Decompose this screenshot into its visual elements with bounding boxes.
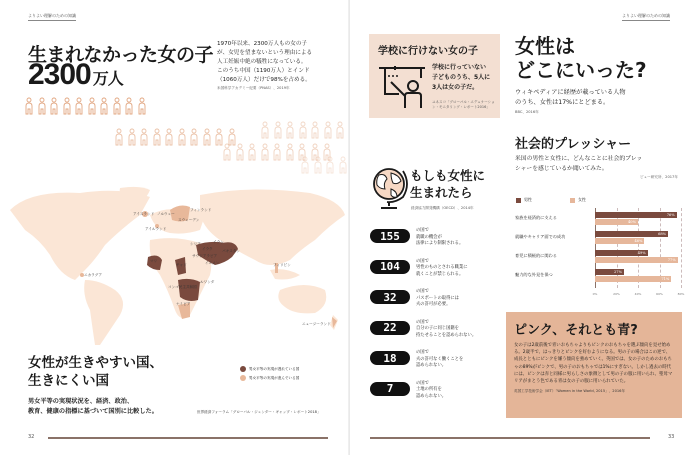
- stat-item: [370, 350, 486, 370]
- unborn-number: 2300: [28, 58, 91, 91]
- stat-line: 持たせることを認められない。: [416, 332, 477, 338]
- stat-line: 土地の所有を: [416, 387, 442, 392]
- map-label: ノルウェー: [157, 212, 175, 216]
- stat-number: 32: [370, 290, 410, 304]
- stat-number: 155: [370, 229, 410, 243]
- person-outline-icon: [164, 128, 174, 146]
- stat-text: [416, 381, 486, 401]
- stat-text: [416, 320, 486, 340]
- pink-blue-title: ピンク、それとも青?: [514, 323, 638, 338]
- bar-female: 71%: [595, 276, 671, 282]
- stat-number: 7: [370, 382, 410, 396]
- legend-label: 男女平等の実現が遅れている国: [249, 366, 300, 371]
- person-outline-icon: [222, 143, 232, 161]
- stat-number: 104: [370, 260, 410, 274]
- person-outline-icon: [37, 97, 47, 115]
- legend-dot-icon: [240, 366, 246, 372]
- stat-number: 18: [370, 351, 410, 365]
- map-label: フィリピン: [273, 263, 291, 267]
- stat-line: 夫の許可なく働くことを: [416, 356, 464, 362]
- unborn-girls-title: 生まれなかった女の子: [28, 44, 214, 66]
- footer-rule: [48, 437, 328, 439]
- legend-label: 男女平等の実現が進んでいる国: [249, 375, 300, 380]
- footer-rule: [370, 437, 650, 439]
- map-label: イラン: [213, 240, 224, 244]
- world-map-graphic: [0, 185, 350, 345]
- body-line: のうち、女性は17%にとどまる。: [515, 99, 610, 106]
- legend-item-behind: [240, 366, 299, 372]
- map-label: アイスランド: [133, 212, 155, 216]
- stat-line: 就くことが禁じられる。: [416, 271, 464, 277]
- stat-item: [370, 289, 486, 309]
- teacher-board-icon: [377, 64, 429, 110]
- person-outline-icon: [325, 156, 335, 174]
- bar-male: 49%: [595, 250, 648, 256]
- stat-line: 法律により制限される。: [416, 241, 464, 246]
- person-outline-icon: [152, 128, 162, 146]
- map-label: フィンランド: [190, 208, 212, 212]
- person-outline-icon: [285, 121, 295, 139]
- legend-swatch-icon: [516, 198, 521, 203]
- map-label: ルワンダ: [200, 280, 215, 284]
- body-line: 米国の男性と女性に、どんなことに社会的プレッ: [515, 156, 643, 162]
- stat-line: パスポートの取得には: [416, 295, 459, 301]
- person-outline-icon: [273, 121, 283, 139]
- running-head: よりよい理解のための知識: [28, 13, 76, 21]
- pressure-source: ピュー研究所、2017年: [640, 175, 678, 179]
- stat-line: の国で: [416, 289, 429, 294]
- body-line: 子どものうち、5人に: [432, 74, 491, 81]
- pressure-title: 社会的プレッシャー: [515, 137, 632, 152]
- stat-line: 就職の機会が: [416, 234, 442, 240]
- legend-item-advanced: [240, 375, 299, 381]
- person-outline-icon: [124, 97, 134, 115]
- stat-line: 認められない。: [416, 393, 447, 399]
- bar-male: 68%: [595, 231, 668, 237]
- body-line: （1060万人）だけで98%を占める。: [217, 77, 311, 83]
- legend-dot-icon: [240, 375, 246, 381]
- countries-desc: [28, 397, 158, 417]
- school-box: [369, 34, 500, 118]
- person-outline-icon: [298, 121, 308, 139]
- map-label: ナミビア: [176, 302, 191, 306]
- map-label: サウジアラビア: [192, 254, 218, 258]
- legend-label: 男性: [524, 197, 532, 202]
- map-label: チャド: [176, 263, 187, 267]
- body-line: このうち中国（1190万人）とインド: [217, 68, 310, 74]
- stat-item: [370, 259, 486, 279]
- category-label: 家族を経済的に支える: [515, 215, 557, 220]
- unborn-unit: 万人: [92, 69, 123, 88]
- x-tick-label: 20%: [613, 292, 620, 296]
- person-outline-icon: [177, 128, 187, 146]
- stat-line: の国で: [416, 380, 429, 386]
- category-label: 就職やキャリア面での成功: [515, 234, 566, 239]
- pressure-bar-chart: [515, 208, 685, 298]
- gridline: [681, 208, 682, 288]
- stat-number: 22: [370, 321, 410, 335]
- person-outline-icon: [272, 143, 282, 161]
- unborn-source: 米国科学アカデミー紀要（PNAS）、2019年: [217, 86, 290, 90]
- stat-line: 認められない。: [416, 363, 447, 368]
- stat-text: [416, 350, 486, 370]
- person-outline-icon: [335, 121, 345, 139]
- category-label: 育児に積極的に関わる: [515, 253, 557, 258]
- if-woman-source: 経済協力開発機構（OECD）、2014年: [411, 206, 474, 210]
- person-outline-icon: [285, 143, 295, 161]
- person-outline-icon: [247, 143, 257, 161]
- wiki-source: BBC、2016年: [515, 110, 539, 114]
- x-tick-label: 80%: [677, 292, 685, 296]
- body-line: ウィキペディアに経歴が載っている人物: [515, 89, 626, 96]
- bar-male: 27%: [595, 269, 624, 275]
- globe-icon: [369, 165, 409, 211]
- person-outline-icon: [137, 97, 147, 115]
- legend-label: 女性: [578, 197, 586, 202]
- map-label: イラク: [202, 247, 213, 251]
- map-label: コンゴ民主共和国: [168, 285, 197, 289]
- bar-female: 77%: [595, 257, 678, 263]
- stat-line: の国で: [416, 258, 429, 264]
- x-tick-label: 40%: [634, 292, 642, 296]
- stat-line: の国で: [416, 228, 429, 233]
- legend-item-female: [570, 197, 586, 203]
- person-outline-icon: [300, 156, 310, 174]
- map-label: イエメン: [205, 261, 220, 265]
- body-line: が、女児を望まないという理由による: [217, 50, 313, 56]
- map-label: アイルランド: [145, 227, 167, 231]
- stat-line: の国で: [416, 319, 429, 325]
- person-outline-icon: [127, 128, 137, 146]
- person-outline-icon: [62, 97, 72, 115]
- stat-text: [416, 228, 486, 248]
- title-line: 女性が生きやすい国、: [28, 355, 163, 371]
- if-woman-title: [410, 167, 485, 201]
- map-label: スウェーデン: [178, 218, 200, 222]
- x-tick-label: 60%: [656, 292, 663, 296]
- person-outline-icon: [49, 97, 59, 115]
- wiki-body: [515, 88, 626, 108]
- pink-blue-box: [506, 312, 682, 418]
- countries-source: 世界経済フォーラム「グローバル・ジェンダー・ギャップ・レポート2018」: [197, 410, 321, 414]
- stat-line: 夫の許可が必要。: [416, 302, 451, 307]
- chart-legend: [516, 197, 586, 203]
- person-outline-icon: [323, 121, 333, 139]
- bar-male: 76%: [595, 212, 677, 218]
- stat-item: [370, 228, 486, 248]
- page-number-left: 32: [28, 434, 35, 440]
- world-map: [0, 185, 350, 345]
- body-line: シャーを感じているか聞いてみた。: [515, 166, 608, 172]
- person-outline-icon: [235, 143, 245, 161]
- bar-female: 40%: [595, 219, 638, 225]
- x-tick-label: 0%: [592, 292, 598, 296]
- countries-title: [28, 354, 163, 390]
- person-outline-icon: [87, 97, 97, 115]
- stat-text: [416, 259, 486, 279]
- person-outline-icon: [310, 121, 320, 139]
- body-line: 人工妊娠中絶の犠牲になっている。: [217, 59, 307, 65]
- person-outline-icon: [139, 128, 149, 146]
- title-line: 生まれたら: [410, 185, 473, 200]
- body-line: 3人は女の子だ。: [432, 84, 479, 91]
- bar-female: 46%: [595, 238, 644, 244]
- map-label: ニュージーランド: [302, 322, 331, 326]
- stat-item: [370, 320, 486, 340]
- desc-line: 男女平等の実現状況を、経済、政治、: [28, 398, 134, 405]
- person-outline-icon: [260, 121, 270, 139]
- unborn-count: [28, 60, 123, 90]
- person-outline-icon: [112, 97, 122, 115]
- source-line: ユネスコ「グローバル・エデュケーショ: [432, 100, 495, 104]
- map-legend: [240, 366, 299, 384]
- school-source: [432, 100, 495, 110]
- map-label: ニカラグア: [84, 273, 102, 277]
- person-outline-icon: [99, 97, 109, 115]
- people-row: [114, 128, 237, 146]
- source-line: ン・モニタリング・レポート2016」: [432, 105, 490, 109]
- body-line: 1970年以来、2300万人もの女の子: [217, 41, 308, 47]
- person-outline-icon: [74, 97, 84, 115]
- page-number-right: 33: [668, 434, 675, 440]
- stat-line: 男性のものとされる職業に: [416, 265, 468, 270]
- map-label: マリ: [150, 259, 158, 263]
- school-body: [432, 63, 490, 93]
- running-head: よりよい理解のための知識: [622, 13, 670, 21]
- pink-blue-body: 女の子は2歳前後で青いおもちゃよりもピンクのおもちゃを選ぶ傾向を見せ始める。2歳半で、はっきりとピンクを好むようになる。男の子の場合はこの逆で、成長とともにピンクを嫌う傾向を強めていく。英国では、女の子のためのおもちゃの89%がピンクで、男の子のおもちゃでは1%にすぎない。しかし過去の時代には、ピンクは赤と同様に男らしさの象徴として男の子の服に用いられ、聖母マリアがまとう色である青は女の子の服に用いられていた。: [514, 343, 673, 385]
- people-row: [24, 97, 147, 115]
- legend-swatch-icon: [570, 198, 575, 203]
- stat-item: [370, 381, 486, 401]
- wiki-title: [515, 34, 647, 82]
- unborn-body: [217, 40, 337, 85]
- person-outline-icon: [260, 143, 270, 161]
- title-line: もしも女性に: [410, 168, 486, 183]
- map-label: パキスタン: [222, 249, 240, 253]
- person-outline-icon: [313, 156, 323, 174]
- category-label: 魅力的な外見を保つ: [515, 272, 553, 277]
- title-line: 生きにくい国: [28, 373, 109, 389]
- person-outline-icon: [114, 128, 124, 146]
- map-label: シリア: [190, 242, 201, 246]
- person-outline-icon: [202, 128, 212, 146]
- stat-line: の国で: [416, 350, 429, 355]
- title-line: どこにいった?: [515, 58, 647, 82]
- right-page: [350, 0, 700, 455]
- legend-item-male: [516, 197, 532, 203]
- person-outline-icon: [338, 156, 348, 174]
- school-title: 学校に行けない女の子: [378, 46, 478, 57]
- body-line: 学校に行っていない: [432, 64, 487, 71]
- person-outline-icon: [24, 97, 34, 115]
- pressure-body: [515, 154, 690, 174]
- stat-line: 自分の子に同じ国籍を: [416, 326, 459, 331]
- desc-line: 教育、健康の指標に基づいて国別に比較した。: [28, 408, 158, 415]
- pink-blue-source: 英国工学技術学会（IET）「Women in the World, 2015」、2016年: [514, 389, 626, 394]
- title-line: 女性は: [515, 34, 575, 58]
- stat-text: [416, 289, 486, 309]
- person-outline-icon: [189, 128, 199, 146]
